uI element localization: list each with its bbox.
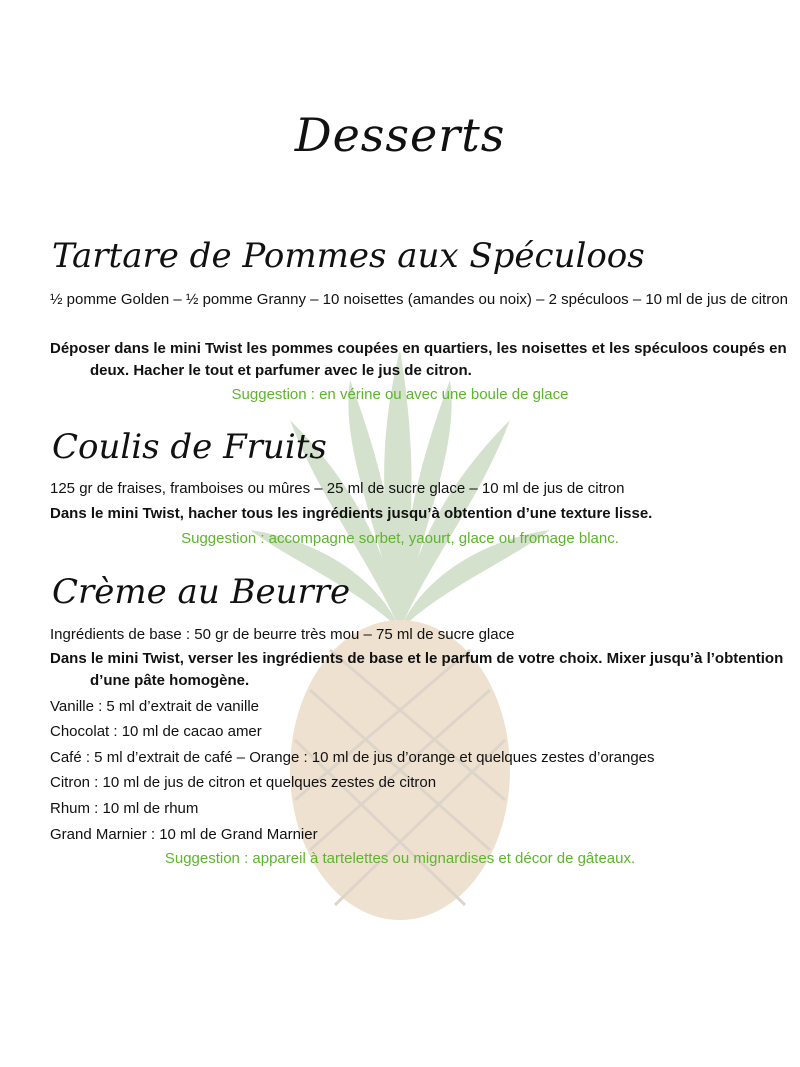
variant-chocolat: Chocolat : 10 ml de cacao amer [50,723,262,740]
instructions-tartare: Déposer dans le mini Twist les pommes coupées en quartiers, les noisettes et les spéculoos coupés en deux. Hacher le tout et parfumer avec le jus de citron. [50,340,787,379]
suggestion-coulis: Suggestion : accompagne sorbet, yaourt, glace ou fromage blanc. [181,530,619,547]
ingredients-tartare: ½ pomme Golden – ½ pomme Granny – 10 noisettes (amandes ou noix) – 2 spéculoos – 10 ml de jus de citron [50,291,788,308]
section-heading-creme: Crème au Beurre [52,572,351,612]
ingredients-coulis: 125 gr de fraises, framboises ou mûres – 25 ml de sucre glace – 10 ml de jus de citron [50,480,625,497]
suggestion-creme: Suggestion : appareil à tartelettes ou mignardises et décor de gâteaux. [164,850,636,867]
page-title: Desserts [294,108,506,162]
instructions-coulis: Dans le mini Twist, hacher tous les ingrédients jusqu’à obtention d’une texture lisse. [50,505,653,522]
ingredients-creme: Ingrédients de base : 50 gr de beurre très mou – 75 ml de sucre glace [50,626,515,643]
variant-grand-marnier: Grand Marnier : 10 ml de Grand Marnier [50,826,318,843]
instructions-creme: Dans le mini Twist, verser les ingrédients de base et le parfum de votre choix. Mixer jusqu’à l’obtention d’une pâte homogène. [50,650,784,689]
section-heading-coulis: Coulis de Fruits [52,427,327,467]
suggestion-tartare: Suggestion : en vérine ou avec une boule de glace [231,386,569,403]
variant-rhum: Rhum : 10 ml de rhum [50,800,199,817]
variant-citron: Citron : 10 ml de jus de citron et quelques zestes de citron [50,774,437,791]
section-heading-tartare: Tartare de Pommes aux Spéculoos [52,236,645,276]
variant-vanille: Vanille : 5 ml d’extrait de vanille [50,698,259,715]
variant-cafe-orange: Café : 5 ml d’extrait de café – Orange : 10 ml de jus d’orange et quelques zestes d’oranges [50,749,655,766]
